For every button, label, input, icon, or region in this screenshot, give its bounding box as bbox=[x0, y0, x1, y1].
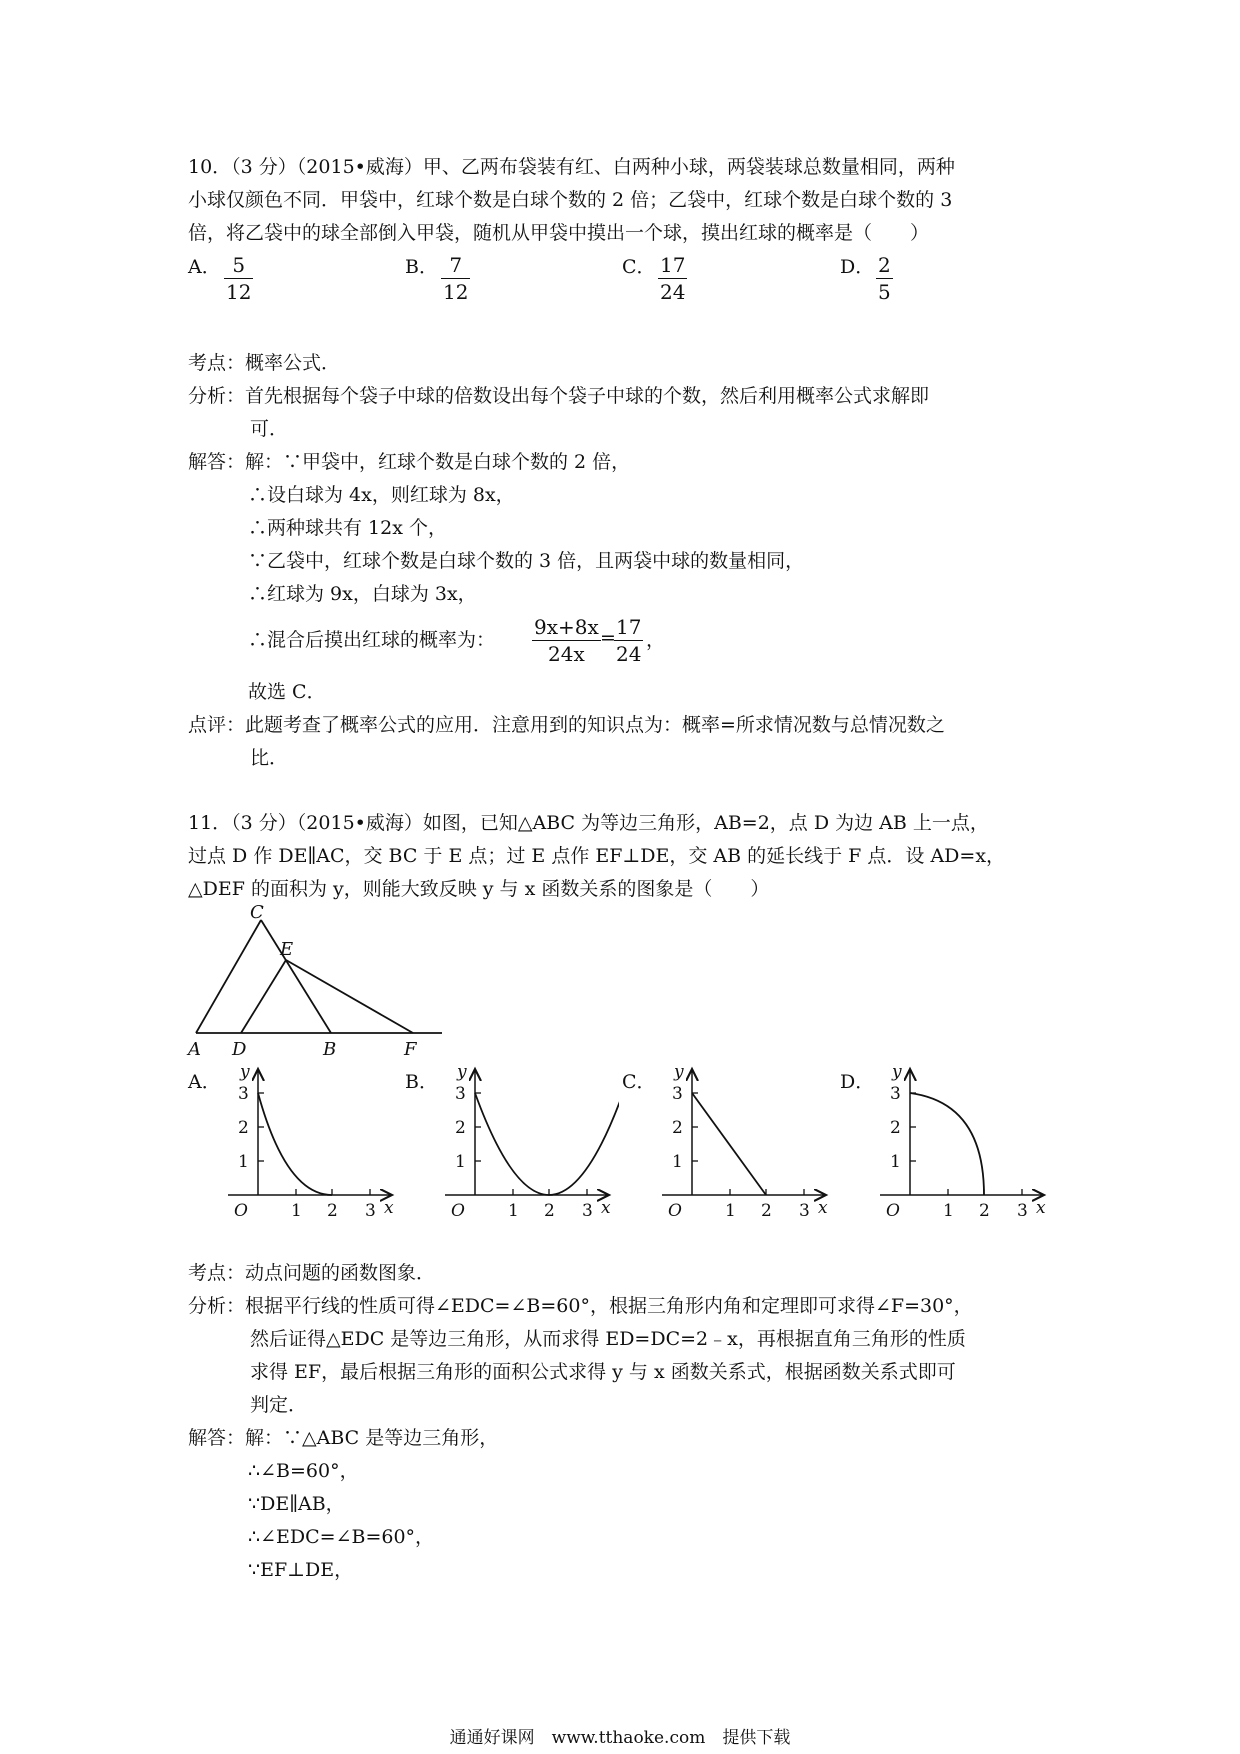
graph-d-y-label: y bbox=[892, 1063, 902, 1082]
graph-c-ytick-1: 1 bbox=[672, 1152, 683, 1172]
q10-option-a-label: A． bbox=[188, 256, 221, 278]
q10-jieda-4: ∵乙袋中，红球个数是白球个数的 3 倍，且两袋中球的数量相同， bbox=[248, 550, 805, 572]
graph-a-xtick-2: 2 bbox=[327, 1201, 338, 1221]
q10-kaodian: 考点：概率公式． bbox=[188, 352, 341, 374]
label-e: E bbox=[280, 939, 294, 960]
q10-option-d-label: D． bbox=[840, 256, 875, 278]
q10-jieda-3: ∴两种球共有 12x 个， bbox=[248, 517, 447, 539]
q11-line-2: 过点 D 作 DE∥AC，交 BC 于 E 点；过 E 点作 EF⊥DE，交 AB 的延长线于 F 点．设 AD=x， bbox=[188, 845, 1006, 867]
graph-b-ytick-2: 2 bbox=[455, 1118, 466, 1138]
q11-jieda-2: ∴∠B=60°， bbox=[248, 1460, 359, 1482]
graph-a-ytick-2: 2 bbox=[238, 1118, 249, 1138]
graph-b-ytick-1: 1 bbox=[455, 1152, 466, 1172]
graph-c-xtick-1: 1 bbox=[725, 1201, 736, 1221]
q11-fenxi-4: 判定． bbox=[250, 1394, 308, 1416]
graph-b-ytick-3: 3 bbox=[455, 1084, 466, 1104]
graph-c-origin: O bbox=[668, 1201, 682, 1221]
q11-option-c-label: C． bbox=[622, 1071, 656, 1093]
q11-line-1: 11．（3 分）（2015•威海）如图，已知△ABC 为等边三角形，AB=2，点 D 为边 AB 上一点， bbox=[188, 812, 989, 834]
graph-b-xtick-3: 3 bbox=[582, 1201, 593, 1221]
q10-option-b-numerator: 7 bbox=[441, 252, 470, 279]
q10-option-d-fraction bbox=[876, 252, 893, 305]
q10-option-c-fraction bbox=[658, 252, 687, 305]
q10-option-c-numerator: 17 bbox=[660, 253, 686, 277]
graph-c-xtick-3: 3 bbox=[799, 1201, 810, 1221]
q11-option-b-label: B． bbox=[405, 1071, 438, 1093]
q10-option-b-denominator: 12 bbox=[443, 280, 469, 304]
graph-d-curve bbox=[910, 1093, 984, 1195]
graph-a-y-label: y bbox=[240, 1063, 250, 1082]
q10-option-b-label: B． bbox=[405, 256, 438, 278]
q10-jieda-2: ∴设白球为 4x，则红球为 8x， bbox=[248, 484, 515, 506]
q11-option-d-label: D． bbox=[840, 1071, 875, 1093]
q10-mix-fraction-2-numerator: 17 bbox=[616, 615, 642, 639]
graph-a bbox=[222, 1063, 402, 1223]
graph-d-xtick-2: 2 bbox=[979, 1201, 990, 1221]
q10-dianping-2: 比． bbox=[250, 747, 289, 769]
q11-fenxi-1: 分析：根据平行线的性质可得∠EDC=∠B=60°，根据三角形内角和定理即可求得∠F=30°， bbox=[188, 1295, 973, 1317]
q10-dianping-1: 点评：此题考查了概率公式的应用．注意用到的知识点为：概率=所求情况数与总情况数之 bbox=[188, 714, 945, 736]
graph-c bbox=[656, 1063, 836, 1223]
graph-c-xtick-2: 2 bbox=[761, 1201, 772, 1221]
graph-d-xtick-1: 1 bbox=[943, 1201, 954, 1221]
q10-option-c-denominator: 24 bbox=[660, 280, 686, 304]
q10-mix-fraction-2-denominator: 24 bbox=[616, 642, 642, 666]
q10-fenxi-2: 可． bbox=[250, 418, 289, 440]
q10-option-a-denominator: 12 bbox=[226, 280, 252, 304]
graph-d-ytick-1: 1 bbox=[890, 1152, 901, 1172]
graph-c-x-label: x bbox=[818, 1198, 828, 1218]
segment-de bbox=[241, 960, 286, 1033]
q10-option-d-numerator: 2 bbox=[878, 253, 891, 277]
label-f: F bbox=[404, 1039, 417, 1060]
graph-c-y-label: y bbox=[674, 1063, 684, 1082]
q10-mix-suffix: ， bbox=[646, 629, 666, 651]
q10-mix-fraction-1 bbox=[532, 614, 601, 667]
graph-d-x-label: x bbox=[1036, 1198, 1046, 1218]
q10-line-1: 10．（3 分）（2015•威海）甲、乙两布袋装有红、白两种小球，两袋装球总数量相同，两种 bbox=[188, 156, 955, 178]
q11-jieda-5: ∵EF⊥DE， bbox=[248, 1559, 354, 1581]
label-a: A bbox=[188, 1039, 201, 1060]
graph-b-origin: O bbox=[451, 1201, 465, 1221]
q10-mix-prefix: ∴混合后摸出红球的概率为： bbox=[248, 629, 496, 651]
graph-d-xtick-3: 3 bbox=[1017, 1201, 1028, 1221]
page-footer: 通通好课网 www.tthaoke.com 提供下载 bbox=[449, 1728, 791, 1748]
graph-a-origin: O bbox=[234, 1201, 248, 1221]
q10-fenxi-1: 分析：首先根据每个袋子中球的倍数设出每个袋子中球的个数，然后利用概率公式求解即 bbox=[188, 385, 930, 407]
q10-jieda-5: ∴红球为 9x，白球为 3x， bbox=[248, 583, 477, 605]
graph-d-ytick-2: 2 bbox=[890, 1118, 901, 1138]
graph-c-line bbox=[692, 1093, 766, 1195]
graph-b-xtick-2: 2 bbox=[544, 1201, 555, 1221]
segment-cb bbox=[261, 920, 331, 1033]
graph-d bbox=[874, 1063, 1054, 1223]
q11-jieda-3: ∵DE∥AB， bbox=[248, 1493, 345, 1515]
graph-d-origin: O bbox=[886, 1201, 900, 1221]
q10-line-3: 倍，将乙袋中的球全部倒入甲袋，随机从甲袋中摸出一个球，摸出红球的概率是（ ） bbox=[188, 222, 930, 244]
q11-jieda-4: ∴∠EDC=∠B=60°， bbox=[248, 1526, 435, 1548]
q10-mix-fraction-1-numerator: 9x+8x bbox=[534, 615, 599, 639]
q10-mix-fraction-1-denominator: 24x bbox=[548, 642, 585, 666]
graph-d-ytick-3: 3 bbox=[890, 1084, 901, 1104]
q10-choose: 故选 C． bbox=[248, 681, 326, 703]
graph-a-xtick-3: 3 bbox=[365, 1201, 376, 1221]
graph-c-ytick-3: 3 bbox=[672, 1084, 683, 1104]
q10-option-d-denominator: 5 bbox=[878, 280, 891, 304]
segment-ef bbox=[286, 960, 413, 1033]
q11-kaodian: 考点：动点问题的函数图象． bbox=[188, 1262, 436, 1284]
q11-fenxi-2: 然后证得△EDC 是等边三角形，从而求得 ED=DC=2﹣x，再根据直角三角形的性质 bbox=[250, 1328, 966, 1350]
graph-b-x-label: x bbox=[601, 1198, 611, 1218]
q10-mix-equals: = bbox=[600, 627, 616, 649]
q10-option-a-fraction bbox=[224, 252, 253, 305]
graph-b-curve bbox=[475, 1093, 619, 1195]
q11-jieda-1: 解答：解：∵△ABC 是等边三角形， bbox=[188, 1427, 499, 1449]
label-b: B bbox=[323, 1039, 337, 1060]
graph-a-ytick-1: 1 bbox=[238, 1152, 249, 1172]
q10-jieda-1: 解答：解：∵甲袋中，红球个数是白球个数的 2 倍， bbox=[188, 451, 631, 473]
graph-a-curve bbox=[258, 1093, 332, 1195]
q11-line-3: △DEF 的面积为 y，则能大致反映 y 与 x 函数关系的图象是（ ） bbox=[188, 878, 770, 900]
graph-b-xtick-1: 1 bbox=[508, 1201, 519, 1221]
graph-c-ytick-2: 2 bbox=[672, 1118, 683, 1138]
triangle-figure bbox=[180, 900, 450, 1060]
q10-option-c-label: C． bbox=[622, 256, 656, 278]
label-c: C bbox=[250, 902, 264, 923]
q10-option-b-fraction bbox=[441, 252, 470, 305]
graph-b bbox=[439, 1063, 619, 1223]
graph-a-xtick-1: 1 bbox=[291, 1201, 302, 1221]
graph-a-x-label: x bbox=[384, 1198, 394, 1218]
q10-option-a-numerator: 5 bbox=[224, 252, 253, 279]
graph-a-ytick-3: 3 bbox=[238, 1084, 249, 1104]
q11-option-a-label: A． bbox=[188, 1071, 221, 1093]
q10-line-2: 小球仅颜色不同．甲袋中，红球个数是白球个数的 2 倍；乙袋中，红球个数是白球个数的 3 bbox=[188, 189, 953, 211]
q10-mix-fraction-2 bbox=[614, 614, 643, 667]
graph-b-y-label: y bbox=[457, 1063, 467, 1082]
label-d: D bbox=[232, 1039, 247, 1060]
q11-fenxi-3: 求得 EF，最后根据三角形的面积公式求得 y 与 x 函数关系式，根据函数关系式即可 bbox=[250, 1361, 956, 1383]
